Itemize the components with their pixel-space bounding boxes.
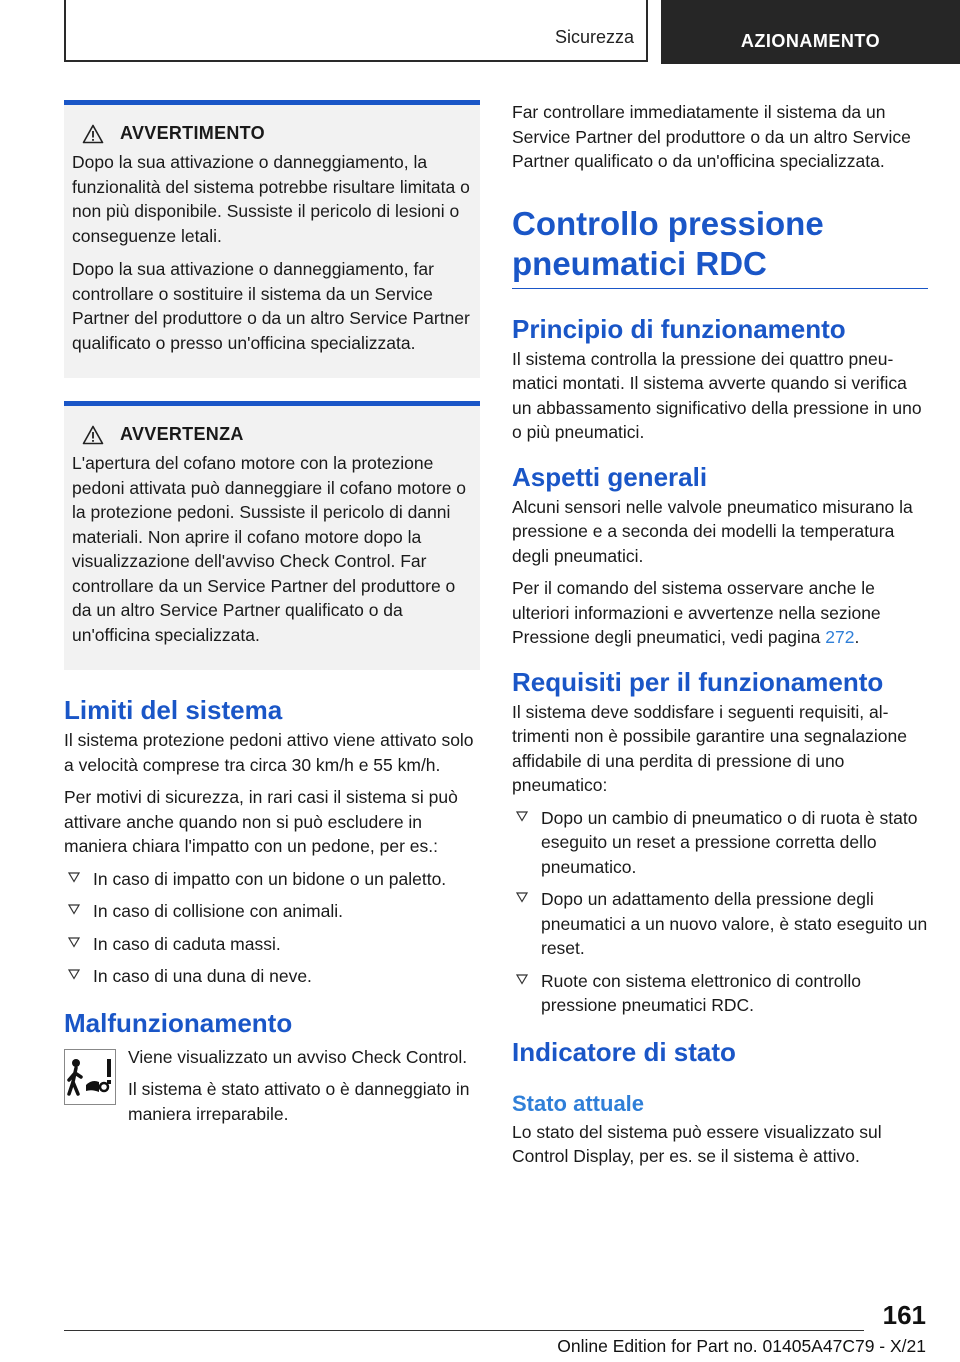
- intro-paragraph: Far controllare immediatamente il sistema da un Service Partner del produttore o da un altro Service Partner qualificato o da un'officina specializzata.: [512, 102, 911, 171]
- warning-title-row: [72, 123, 472, 144]
- list-item-text: In caso di una duna di neve.: [93, 966, 312, 986]
- caution-title-row: [72, 424, 472, 445]
- footer-divider: [64, 1330, 864, 1331]
- list-item: [512, 887, 928, 961]
- list-item: [64, 932, 480, 957]
- list-item-text: In caso di collisione con animali.: [93, 901, 343, 921]
- list-item: [64, 867, 480, 892]
- general-heading: Aspetti generali: [512, 461, 708, 492]
- list-item: [512, 969, 928, 1018]
- header-section-tab: [64, 0, 648, 62]
- page-number: 161: [882, 1300, 926, 1330]
- header-chapter-tab: [661, 0, 960, 64]
- bullet-triangle-icon: [516, 810, 528, 822]
- caution-paragraph: L'apertura del cofano motore con la protezione pedoni attivata può danneggiare il cofano motore o la protezione pedoni. Sussiste il pericolo di danni materiali. Non aprire il cofano motore dopo la visualizzazione dell'avviso Check Control. Far controllare da un Service Partner del produttore o da un altro Service Partner qualificato o da un'officina specializzata.: [72, 453, 467, 645]
- bullet-triangle-icon: [68, 968, 80, 980]
- list-item-text: In caso di impatto con un bidone o un paletto.: [93, 868, 447, 889]
- page-reference-link[interactable]: 272: [825, 627, 855, 647]
- list-item-text: Ruote con sistema elettronico di controllo pressione pneumatici RDC.: [541, 970, 862, 1015]
- list-item: [64, 899, 480, 924]
- malfunction-block: [64, 1045, 480, 1127]
- bullet-triangle-icon: [68, 936, 80, 948]
- malfunction-heading: Malfunzionamento: [64, 1007, 293, 1038]
- principle-paragraph: Il sistema controlla la pressione dei quattro pneumatici montati. Il sistema avverte quando si verifica un abbassamento significativo della pressione in uno o più pneumatici.: [512, 348, 922, 442]
- bullet-triangle-icon: [516, 973, 528, 985]
- left-column: [64, 100, 480, 1126]
- section-title: Sicurezza: [554, 27, 634, 47]
- general-paragraph-2-text: Per il comando del sistema osservare anche le ulteriori informazioni e avvertenze nella sezione Pressione degli pneumatici, vedi pagina: [512, 578, 881, 647]
- requirements-bullet-list: [512, 806, 928, 1018]
- chapter-title: AZIONAMENTO: [740, 31, 881, 51]
- list-item: [64, 964, 480, 989]
- malfunction-paragraph-2: Il sistema è stato attivato o è danneggiato in maniera irreparabile.: [128, 1079, 470, 1124]
- right-column: [512, 100, 928, 1169]
- bullet-triangle-icon: [516, 891, 528, 903]
- general-paragraph-2-end: .: [854, 627, 860, 647]
- page-title: Controllo pressione pneumatici RDC: [512, 204, 824, 282]
- requirements-paragraph: Il sistema deve soddisfare i seguenti requisiti, altrimenti non è possibile garantire una segnalazione affidabile di una perdita di pressione di uno pneumatico:: [512, 701, 907, 795]
- warning-triangle-icon: [82, 124, 104, 144]
- bullet-triangle-icon: [68, 903, 80, 915]
- warning-triangle-icon: [82, 425, 104, 445]
- caution-title: AVVERTENZA: [120, 424, 244, 444]
- warning-paragraph-2: Dopo la sua attivazione o danneggiamento, far controllare o sostituire il sistema da un Service Partner del produttore o da un altro Service Partner qualificato o presso un'officina specializzata.: [72, 259, 470, 353]
- status-paragraph: Lo stato del sistema può essere visualizzato sul Control Display, per es. se il sistema è attivo.: [512, 1121, 882, 1166]
- list-item-text: Dopo un adattamento della pressione degli pneumatici a un nuovo valore, è stato eseguito un reset.: [541, 889, 928, 958]
- limits-paragraph-1: Il sistema protezione pedoni attivo viene attivato solo a velocità comprese tra circa 30 km/h e 55 km/h.: [64, 730, 474, 775]
- status-subheading: Stato attuale: [512, 1090, 645, 1116]
- caution-box: [64, 401, 480, 670]
- principle-heading: Principio di funzionamento: [512, 313, 846, 344]
- list-item: [512, 806, 928, 880]
- malfunction-paragraph-1: Viene visualizzato un avviso Check Control.: [128, 1046, 468, 1067]
- main-heading-block: [512, 204, 928, 289]
- limits-paragraph-2: Per motivi di sicurezza, in rari casi il sistema si può attivare anche quando non si può escludere in maniera chiara l'impatto con un pedone, per es.:: [64, 787, 458, 856]
- edition-note: Online Edition for Part no. 01405A47C79 - X/21: [557, 1336, 926, 1356]
- status-heading: Indicatore di stato: [512, 1036, 736, 1067]
- list-item-text: Dopo un cambio di pneumatico o di ruota è stato eseguito un reset a pressione corretta dello pneumatico.: [541, 807, 918, 877]
- requirements-heading: Requisiti per il funzionamento: [512, 666, 884, 697]
- pedestrian-protection-warning-icon: [64, 1049, 116, 1105]
- limits-bullet-list: [64, 867, 480, 989]
- general-paragraph-2: [512, 576, 928, 650]
- bullet-triangle-icon: [68, 871, 80, 883]
- warning-title: AVVERTIMENTO: [120, 123, 265, 143]
- general-paragraph-1: Alcuni sensori nelle valvole pneumatico misurano la pressione e a seconda dei modelli la temperatura degli pneumatici.: [512, 496, 913, 566]
- warning-paragraph-1: Dopo la sua attivazione o danneggiamento, la funzionalità del sistema potrebbe risultare limitata o non più disponibile. Sussiste il pericolo di lesioni o conseguenze letali.: [72, 152, 470, 246]
- limits-heading: Limiti del sistema: [64, 695, 283, 725]
- warning-box: [64, 100, 480, 378]
- list-item-text: In caso di caduta massi.: [93, 933, 281, 954]
